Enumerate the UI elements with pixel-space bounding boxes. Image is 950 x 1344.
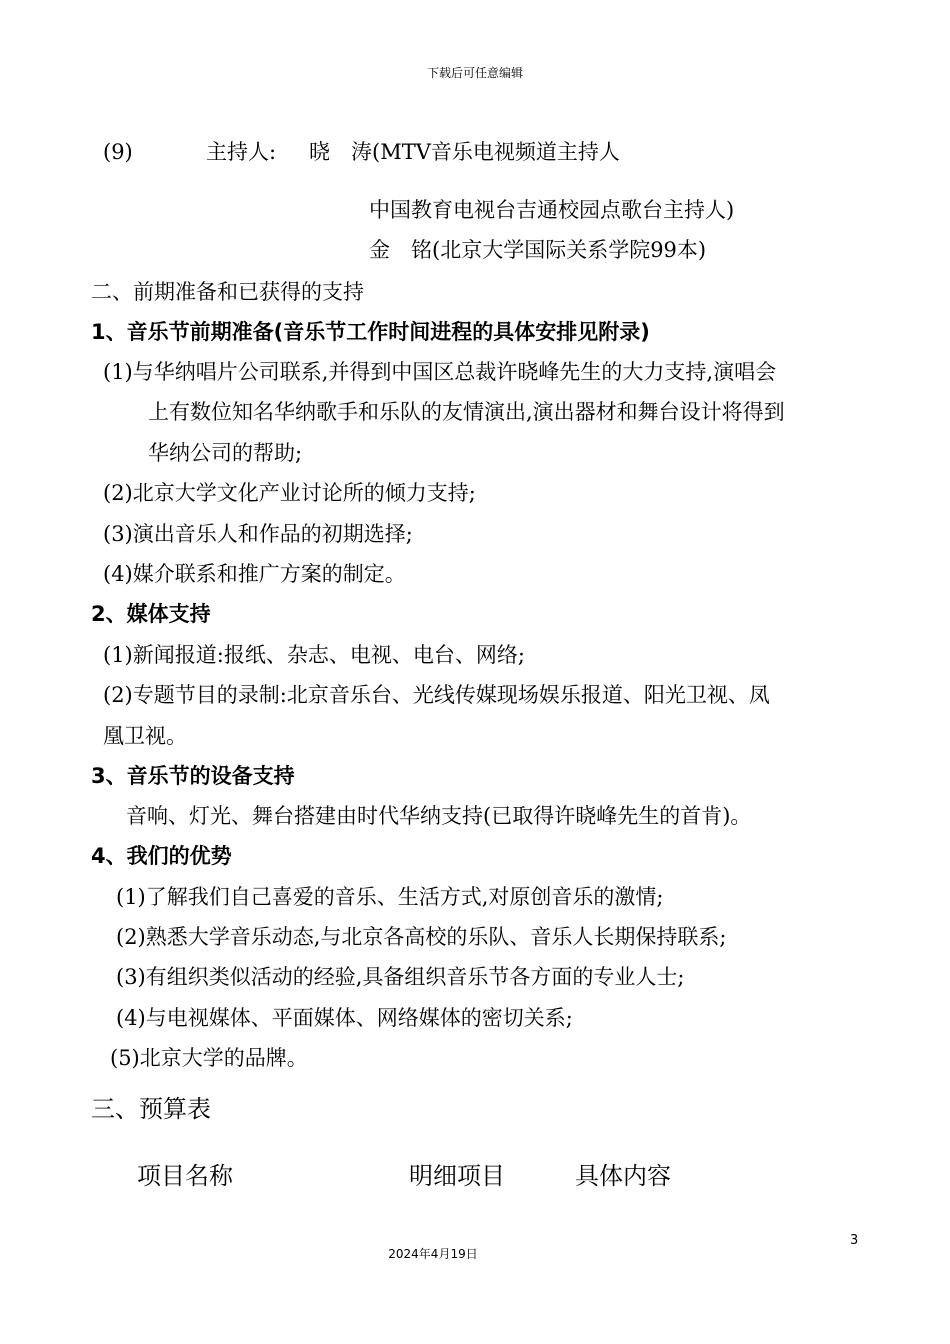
sub-1-item: 上有数位知名华纳歌手和乐队的友情演出,演出器材和舞台设计将得到 <box>148 400 785 424</box>
page-number: 3 <box>850 1233 859 1248</box>
sub-1-item: (2)北京大学文化产业讨论所的倾力支持; <box>103 481 476 505</box>
budget-column-header: 具体内容 <box>575 1162 671 1190</box>
sub-2-title: 2、媒体支持 <box>91 602 211 626</box>
sub-4-item: (3)有组织类似活动的经验,具备组织音乐节各方面的专业人士; <box>116 965 685 989</box>
sub-1-item: 华纳公司的帮助; <box>148 441 303 465</box>
page-header: 下载后可任意编辑 <box>426 66 523 80</box>
section-3-title: 三、预算表 <box>91 1095 211 1123</box>
host-name-1: 晓 涛(MTV音乐电视频道主持人 <box>309 140 620 164</box>
sub-2-item: (2)专题节目的录制:北京音乐台、光线传媒现场娱乐报道、阳光卫视、凤 <box>103 683 770 707</box>
sub-3-title: 3、音乐节的设备支持 <box>91 764 295 788</box>
budget-column-header: 项目名称 <box>137 1162 233 1190</box>
host-name-2: 金 铭(北京大学国际关系学院99本) <box>369 238 707 262</box>
sub-3-text: 音响、灯光、舞台搭建由时代华纳支持(已取得许晓峰先生的首肯)。 <box>126 804 752 828</box>
sub-4-item: (2)熟悉大学音乐动态,与北京各高校的乐队、音乐人长期保持联系; <box>116 925 727 949</box>
sub-2-item: (1)新闻报道:报纸、杂志、电视、电台、网络; <box>103 643 525 667</box>
section-2-title: 二、前期准备和已获得的支持 <box>91 280 364 304</box>
host-number: (9) <box>103 140 133 164</box>
sub-1-item: (1)与华纳唱片公司联系,并得到中国区总裁许晓峰先生的大力支持,演唱会 <box>103 360 777 384</box>
host-line-2: 中国教育电视台吉通校园点歌台主持人) <box>369 198 735 222</box>
budget-column-header: 明细项目 <box>409 1162 505 1190</box>
host-label: 主持人: <box>206 140 277 164</box>
sub-2-item: 凰卫视。 <box>103 724 187 748</box>
footer-date: 2024年4月19日 <box>388 1247 478 1261</box>
sub-1-item: (4)媒介联系和推广方案的制定。 <box>103 562 406 586</box>
sub-4-item: (1)了解我们自己喜爱的音乐、生活方式,对原创音乐的激情; <box>116 885 664 909</box>
sub-1-item: (3)演出音乐人和作品的初期选择; <box>103 522 413 546</box>
sub-4-item: (4)与电视媒体、平面媒体、网络媒体的密切关系; <box>116 1006 573 1030</box>
sub-4-title: 4、我们的优势 <box>91 844 232 868</box>
sub-1-title: 1、音乐节前期准备(音乐节工作时间进程的具体安排见附录) <box>91 320 650 344</box>
sub-4-item: (5)北京大学的品牌。 <box>110 1046 308 1070</box>
